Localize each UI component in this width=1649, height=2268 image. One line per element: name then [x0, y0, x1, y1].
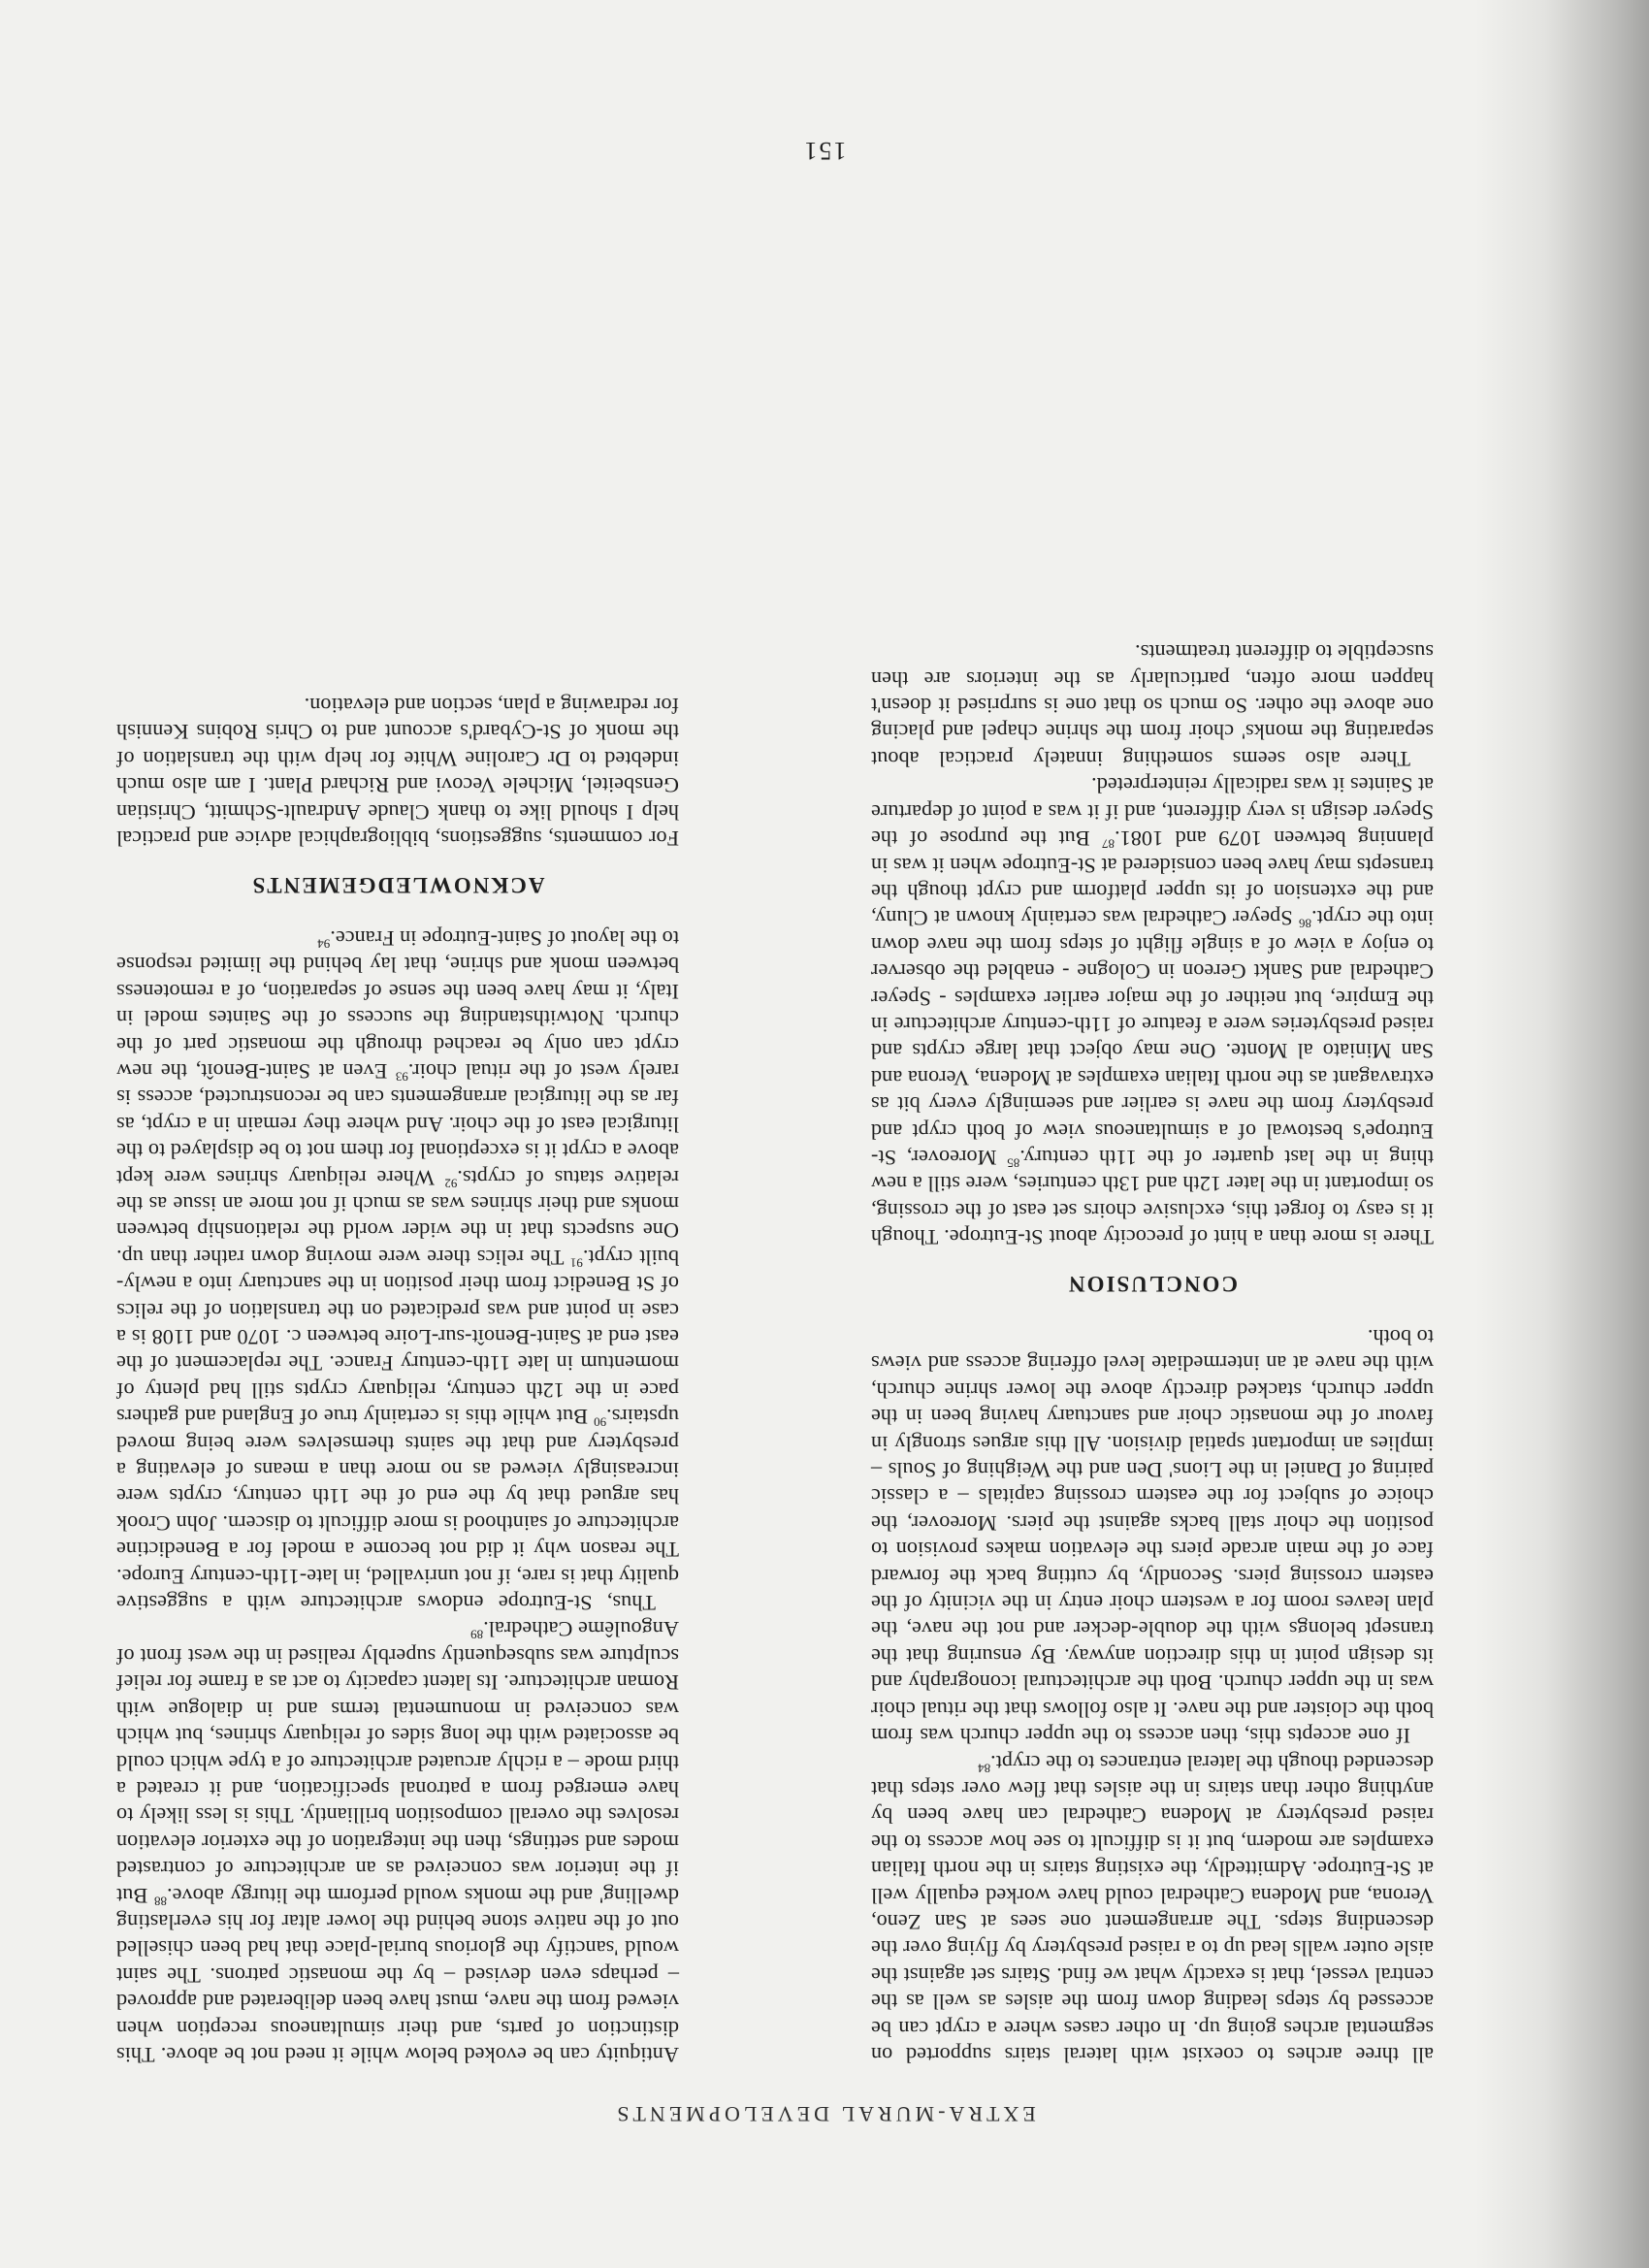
footnote-ref: 94 — [317, 936, 331, 952]
footnote-ref: 93 — [395, 1069, 408, 1085]
footnote-ref: 85 — [1007, 1155, 1020, 1171]
footnote-ref: 89 — [470, 1627, 484, 1642]
running-head: EXTRA-MURAL DEVELOPMENTS — [613, 2102, 1036, 2126]
footnote-ref: 92 — [444, 1176, 458, 1191]
paragraph: Antiquity can be evoked below while it need not be above. This distinction of parts, and their simultaneous reception when viewed from the nave, must have been deliberated and approved – perhaps even devised – by the monastic patrons. The saint would 'sanctify the glorious burial-place that had been chiselled out of the native stone behind the lower altar for his everlasting dwelling' and the monks would perform the liturgy above.$^{88}$ But if the interior was conceived as an architecture of contrasted modes and settings, then the integration of the exterior elevation resolves the overall composition brilliantly. This is less likely to have emerged from a patronal specification, and it created a third mode – a richly arcuated architecture of a type which could be associated with the long sides of reliquary shrines, but which was conceived in monumental terms and in dialogue with Roman architecture. Its latent capacity to act as a frame for relief sculpture was subsequently superbly realised in the west front of Angoulême Cathedral.$^{89}$ — [116, 1617, 679, 2067]
right-column — [116, 693, 679, 2068]
section-heading-conclusion: CONCLUSION — [1067, 1271, 1238, 1296]
footnote-ref: 86 — [1299, 916, 1312, 931]
paragraph: If one accepts this, then access to the upper church was from both the cloister and the nave. It also follows that the ritual choir was in the upper church. Both the architectural iconography and its design point in this direction anyway. By ensuring that the transept belongs with the double-decker and not the nave, the plan leaves room for a western choir entry in the vicinity of the eastern crossing piers. Secondly, by cutting back the forward face of the main arcade piers the elevation makes provision to position the choir stall backs against the piers. Moreover, the choice of subject for the eastern crossing capitals – a classic pairing of Daniel in the Lions' Den and the Weighing of Souls – implies an important spatial division. All this argues strongly in favour of the monastic choir and sanctuary having been in the upper church, stacked directly above the lower shrine church, with the nave at an intermediate level offering access and views to both. — [871, 1325, 1434, 1749]
binding-gutter-shadow — [1474, 0, 1649, 2268]
paragraph: all three arches to coexist with lateral stairs supported on segmental arches going up. In other cases where a crypt can be accessed by steps leading down from the aisles as well as the central vessel, that is exactly what we find. Stairs set against the aisle outer walls lead up to a raised presbytery by flying over the descending steps. The arrangement one sees at San Zeno, Verona, and Modena Cathedral could have worked equally well at St-Eutrope. Admittedly, the existing stairs in the north Italian examples are modern, but it is difficult to see how access to the raised presbytery at Modena Cathedral can have been by anything other than stairs in the aisles that flew over steps that descended though the lateral entrances to the crypt.$^{84}$ — [871, 1750, 1434, 2067]
paragraph: There is more than a hint of precocity about St-Eutrope. Though it is easy to forget this, exclusive choirs set east of the crossing, so important in the later 12th and 13th centuries, were still a new thing in the last quarter of the 11th century.$^{85}$ Moreover, St-Eutrope's bestowal of a simultaneous view of both crypt and presbytery from the nave is earlier and seemingly every bit as extravagant as the north Italian examples at Modena, Verona and San Miniato al Monte. One may object that large crypts and raised presbyteries were a feature of 11th-century architecture in the Empire, but neither of the major earlier examples - Speyer Cathedral and Sankt Gereon in Cologne - enabled the observer to enjoy a view of a single flight of steps from the nave down into the crypt.$^{86}$ Speyer Cathedral was certainly known at Cluny, and the extension of its upper platform and crypt though the transepts may have been considered at St-Eutrope when it was in planning between 1079 and 1081.87 But the purpose of the Speyer design is very different, and if it was a point of departure at Saintes it was radically reinterpreted. — [871, 773, 1434, 1250]
left-column — [871, 639, 1434, 2068]
paragraph: There also seems something innately practical about separating the monks' choir from the shrine chapel and placing one above the other. So much so that one is surprised it doesn't happen more often, particularly as the interiors are then susceptible to different treatments. — [871, 640, 1434, 771]
section-heading-acknowledgements: ACKNOWLEDGEMENTS — [250, 872, 545, 897]
footnote-ref: 88 — [154, 1893, 168, 1908]
footnote-ref: 91 — [569, 1255, 583, 1271]
footnote-ref: 90 — [594, 1414, 607, 1430]
acknowledgements-text: For comments, suggestions, bibliographical advice and practical help I should like to thank Claude Andrault-Schmitt, Christian Gensbeitel, Michele Vecovi and Richard Plant. I am also much indebted to Dr Caroline White for help with the translation of the monk of St-Cybard's account and to Chris Robins Kennish for redrawing a plan, section and elevation. — [116, 694, 679, 852]
paragraph: Thus, St-Eutrope endows architecture with a suggestive quality that is rare, if not unrivalled, in late-11th-century Europe. The reason why it did not become a model for a Benedictine architecture of sainthood is more difficult to discern. John Crook has argued that by the end of the 11th century, crypts were increasingly viewed as no more than a means of elevating a presbytery and that the saints themselves were being moved upstairs.$^{90}$ But while this is certainly true of England and gathers pace in the 12th century, reliquary crypts still had plenty of momentum in late 11th-century France. The replacement of the east end at Saint-Benoît-sur-Loire between c. 1070 and 1108 is a case in point and was predicated on the translation of the relics of St Benedict from their position in the sanctuary into a newly-built crypt.$^{91}$ The relics there were moving down rather than up. One suspects that in the wider world the relationship between monks and their shrines was as much if not more an issue as the relative status of crypts.$^{92}$ Where reliquary shrines were kept above a crypt it is exceptional for them not to be displayed to the liturgical east of the choir. And where they remain in a crypt, as far as the liturgical arrangements can be reconstructed, access is rarely west of the ritual choir.$^{93}$ Even at Saint-Benoît, the new crypt can only be reached through the monastic part of the church. Notwithstanding the success of the Saintes model in Italy, it may have been the sense of separation, of a remoteness between monk and shrine, that lay behind the limited response to the layout of Saint-Eutrope in France.$^{94}$ — [115, 925, 679, 1616]
footnote-ref: 87 — [1102, 836, 1116, 852]
page-number: 151 — [802, 137, 847, 165]
footnote-ref: 84 — [978, 1760, 991, 1775]
